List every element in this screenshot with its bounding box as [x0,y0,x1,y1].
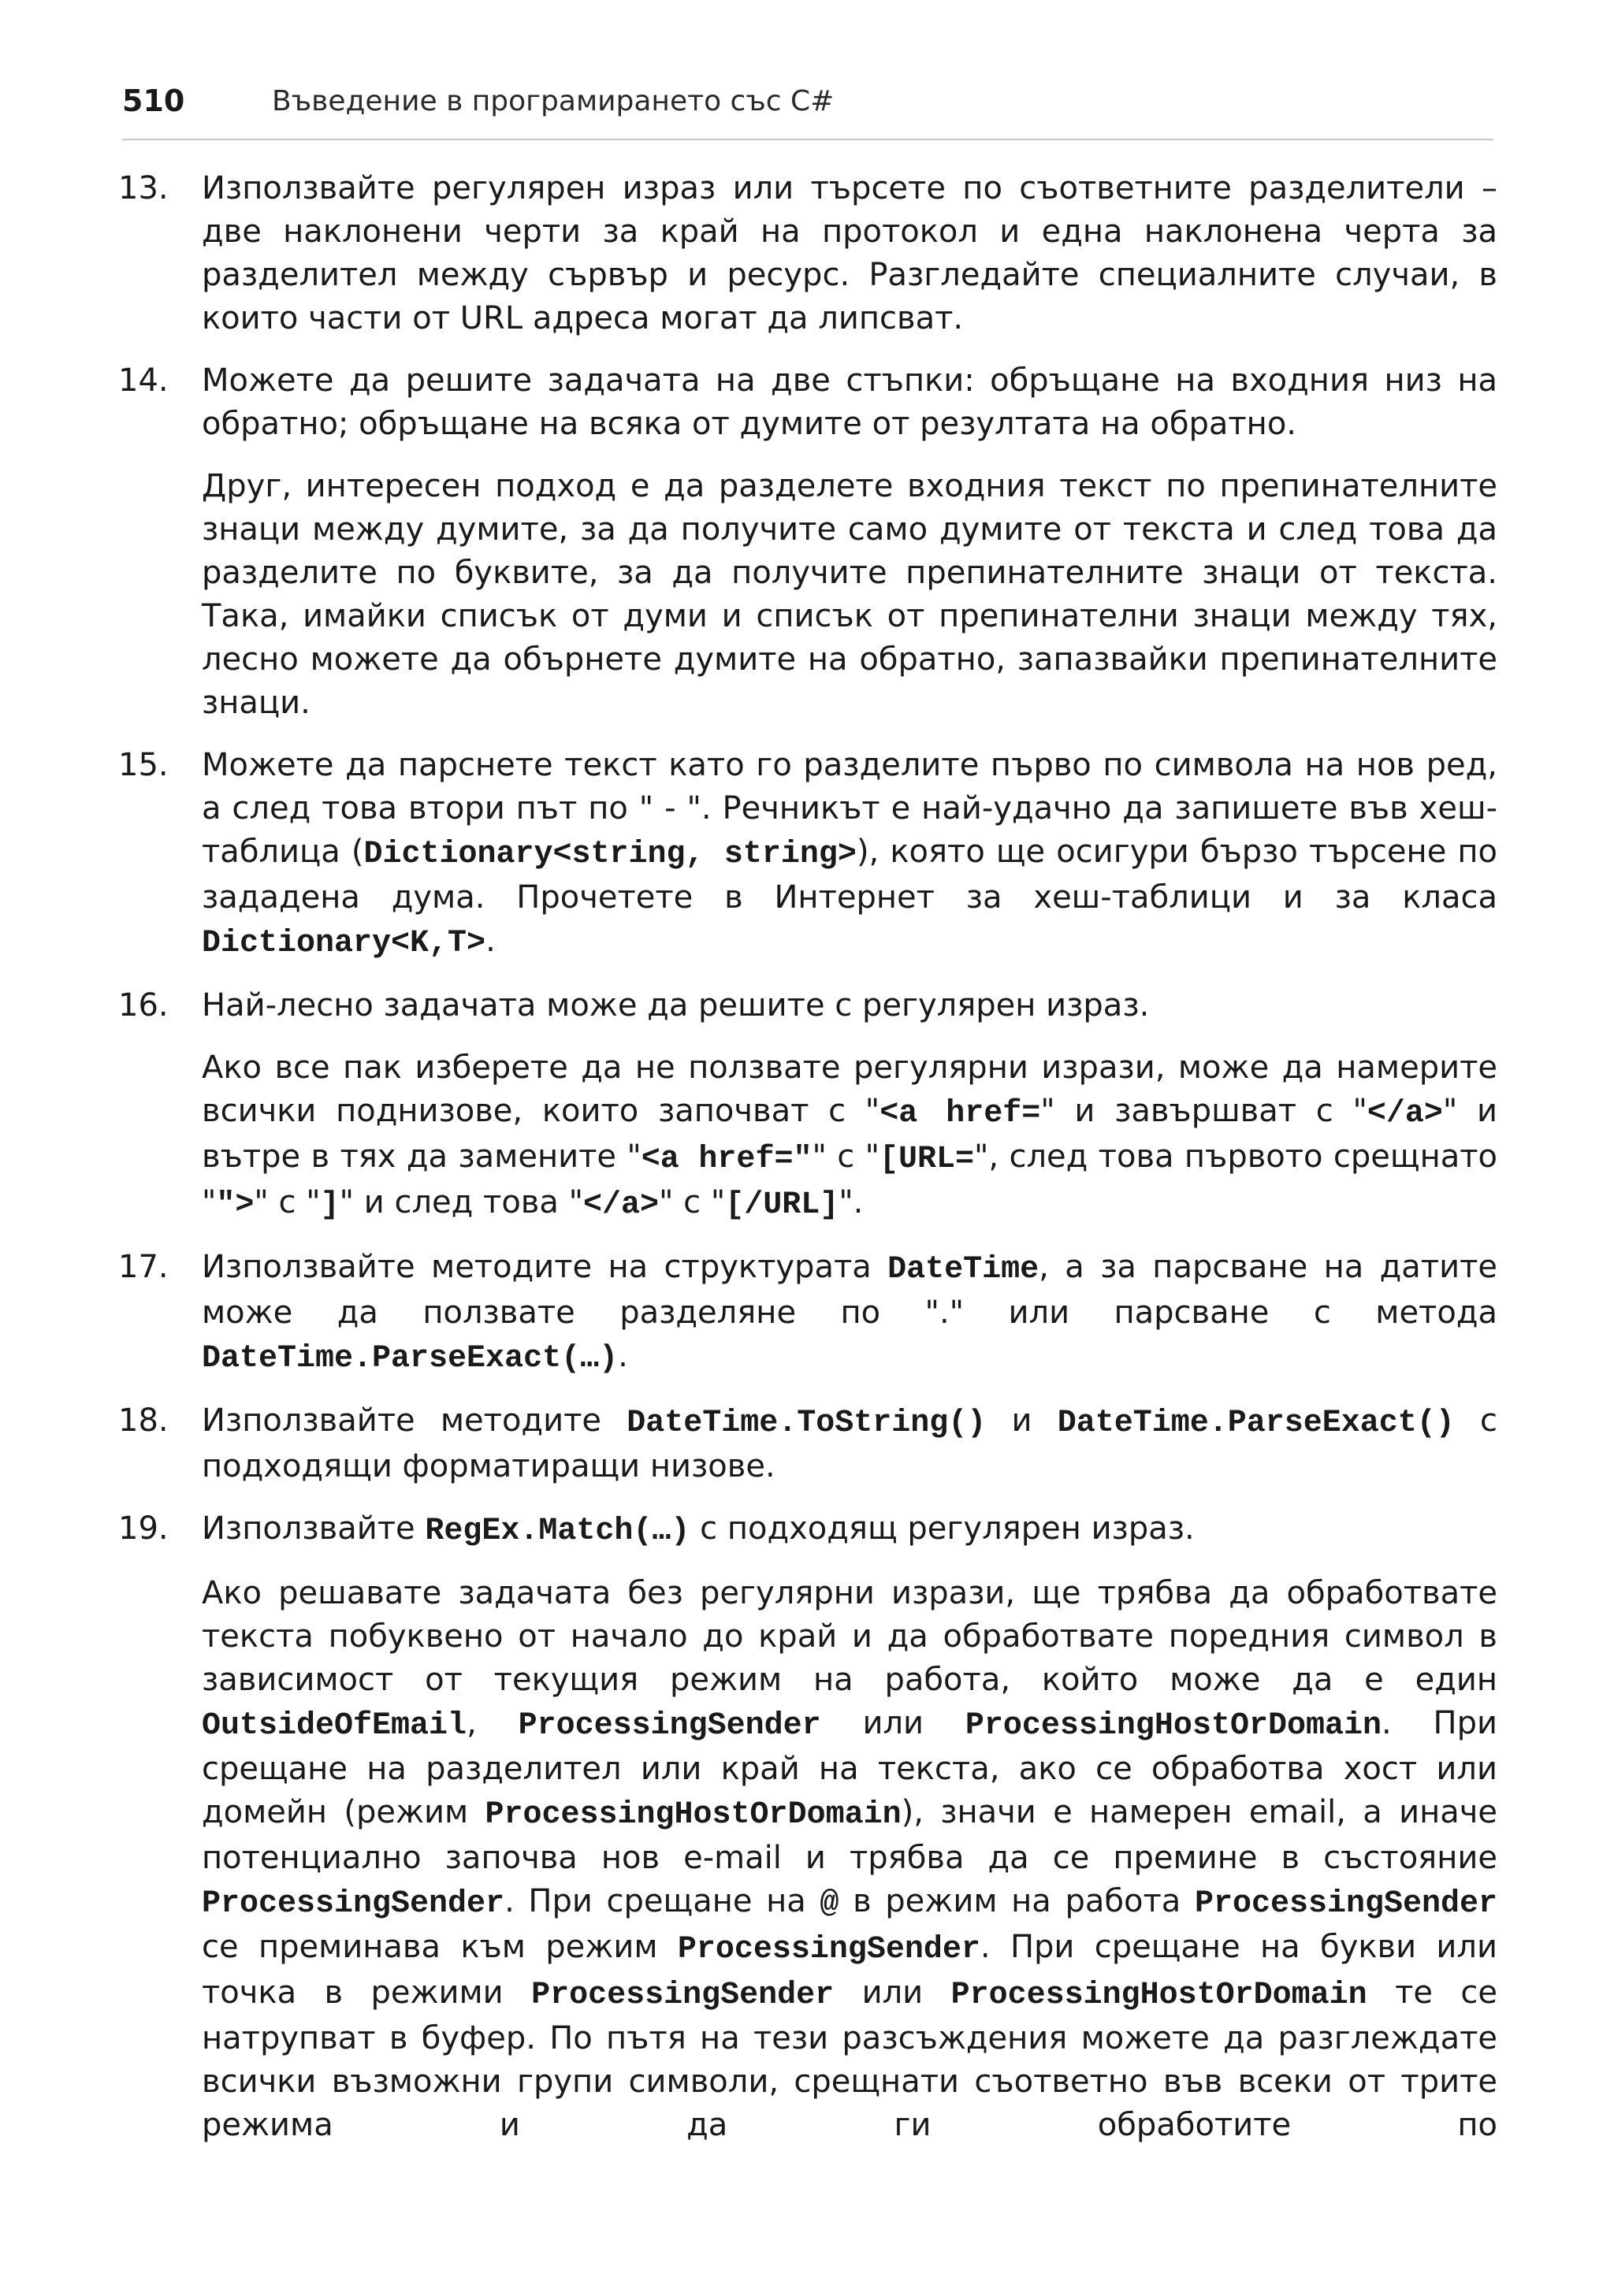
code-inline: Dictionary<string, string> [363,837,857,872]
paragraph: Най-лесно задачата може да решите с регулярен израз. [202,987,1150,1024]
text-run: " и завършват с " [1040,1093,1367,1129]
list-item-16 [118,984,1497,1227]
code-inline: [URL= [879,1142,975,1177]
code-inline: DateTime.ParseExact() [1057,1406,1455,1441]
code-inline: ProcessingSender [518,1708,821,1744]
text-run: , а за парсване на датите може да ползвате разделяне по "." или парсване с метода [202,1249,1497,1331]
item-body [202,1246,1497,1380]
code-inline: @ [820,1886,839,1922]
code-inline: "> [216,1187,255,1223]
item-number: 13. [118,170,169,206]
paragraph [202,1246,1497,1380]
text-run: или [834,1975,951,2011]
item-number: 18. [118,1402,169,1439]
item-number: 15. [118,747,169,783]
text-run: , [467,1705,519,1741]
code-inline: ProcessingHostOrDomain [485,1797,902,1833]
paragraph [202,1046,1497,1227]
text-run: и [986,1402,1058,1439]
code-inline: [/URL] [725,1187,839,1223]
item-number: 19. [118,1510,169,1547]
text-run: Можете да парснете текст като го разделите първо по символа на нов ред, а след това втори път по " - ". Речникът е най-удачно да запишете във хеш-таблица ( [202,747,1497,870]
item-body [202,359,1497,725]
text-run: Ако решавате задачата без регулярни изрази, ще трябва да обработвате текста побуквено от начало до край и да обработвате поредния символ в зависимост от текущия режим на работа, който може да е един [202,1575,1497,1698]
code-inline: ProcessingSender [202,1886,505,1922]
code-inline: OutsideOfEmail [202,1708,467,1744]
text-run: ". [839,1184,864,1220]
paragraph [202,1572,1497,2147]
text-run: ), значи е намерен email, а иначе потенциално започва нов e-mail и трябва да се премине в състояние [202,1794,1497,1876]
code-inline: ProcessingHostOrDomain [950,1978,1367,2013]
text-run: с подходящи форматиращи низове. [202,1402,1497,1484]
text-run: " и вътре в тях да замените " [202,1093,1498,1175]
code-inline: ProcessingSender [531,1978,835,2013]
text-run: ", след това първото срещнато " [202,1139,1498,1220]
page-number: 510 [122,84,185,118]
code-inline: ProcessingSender [1194,1886,1498,1922]
code-inline: DateTime [887,1252,1039,1287]
text-run: . При срещане на [504,1883,820,1919]
text-run: " и след това " [339,1184,583,1220]
item-number: 16. [118,987,169,1024]
item-number: 17. [118,1249,169,1285]
code-inline: ] [320,1187,340,1223]
item-body [202,744,1497,965]
code-inline: DateTime.ToString() [627,1406,987,1441]
text-run: Използвайте методите на структурата [202,1249,888,1285]
code-inline: ProcessingSender [677,1932,980,1967]
item-body [202,167,1497,340]
list-item-14 [118,359,1497,725]
text-run: . При срещане на букви или точка в режими [202,1929,1497,2011]
item-number: 14. [118,362,169,399]
code-inline: DateTime.ParseExact(…) [202,1341,619,1376]
text-run: " с " [659,1184,726,1220]
paragraph: Използвайте регулярен израз или търсете по съответните разделители – две наклонени черти за край на протокол и една наклонена черта за разделител между сървър и ресурс. Разгледайте специалните случаи, в които части от URL адреса могат да липсват. [202,170,1497,336]
book-title: Въведение в програмирането със C# [272,85,835,117]
paragraph: Можете да решите задачата на две стъпки: обръщане на входния низ на обратно; обръщане на всяка от думите от резултата на обратно. [202,362,1497,442]
item-body [202,1399,1497,1488]
paragraph [202,1399,1497,1488]
text-run: в режим на работа [839,1883,1195,1919]
text-run: . [618,1338,628,1374]
text-run: ), която ще осигури бързо търсене по зададена дума. Прочетете в Интернет за хеш-таблици и за класа [202,834,1497,916]
code-inline: RegEx.Match(…) [425,1514,690,1549]
list-item-19 [118,1507,1497,2147]
text-run: Ако все пак изберете да не ползвате регулярни изрази, може да намерите всички поднизове, които започват с " [202,1050,1497,1129]
code-inline: ProcessingHostOrDomain [965,1708,1382,1744]
paragraph [202,744,1497,965]
item-body [202,1507,1497,2147]
text-run: Използвайте [202,1510,426,1547]
paragraph: Друг, интересен подход е да разделете входния текст по препинателните знаци между думите, за да получите само думите от текста и след това да разделите по буквите, за да получите препинателните знаци от текста. Така, имайки списък от думи и списък от препинателни знаци между тях, лесно можете да обърнете думите на обратно, запазвайки препинателните знаци. [202,468,1497,721]
text-run: . [485,923,496,959]
page-content [118,167,1497,2166]
list-item-15 [118,744,1497,965]
text-run: с подходящ регулярен израз. [690,1510,1195,1547]
list-item-18 [118,1399,1497,1488]
text-run: " с " [254,1184,321,1220]
text-run: Използвайте методите [202,1402,627,1439]
list-item-13 [118,167,1497,340]
text-run: се преминава към режим [202,1929,678,1965]
text-run: те се натрупват в буфер. По пътя на тези разсъждения можете да разглеждате всички възможни групи символи, срещнати съответно във всеки от трите режима и да ги обработите по [202,1975,1497,2143]
item-body [202,984,1497,1227]
paragraph [202,1507,1497,1553]
code-inline: </a> [1367,1096,1443,1131]
code-inline: </a> [583,1187,660,1223]
text-run: . При срещане на разделител или край на текста, ако се обработва хост или домейн (режим [202,1705,1497,1830]
text-run: " с " [812,1139,880,1175]
page-header [122,84,1493,140]
code-inline: Dictionary<K,T> [202,926,486,961]
code-inline: <a href=" [641,1142,813,1177]
text-run: или [820,1705,965,1741]
code-inline: <a href= [880,1096,1041,1131]
list-item-17 [118,1246,1497,1380]
